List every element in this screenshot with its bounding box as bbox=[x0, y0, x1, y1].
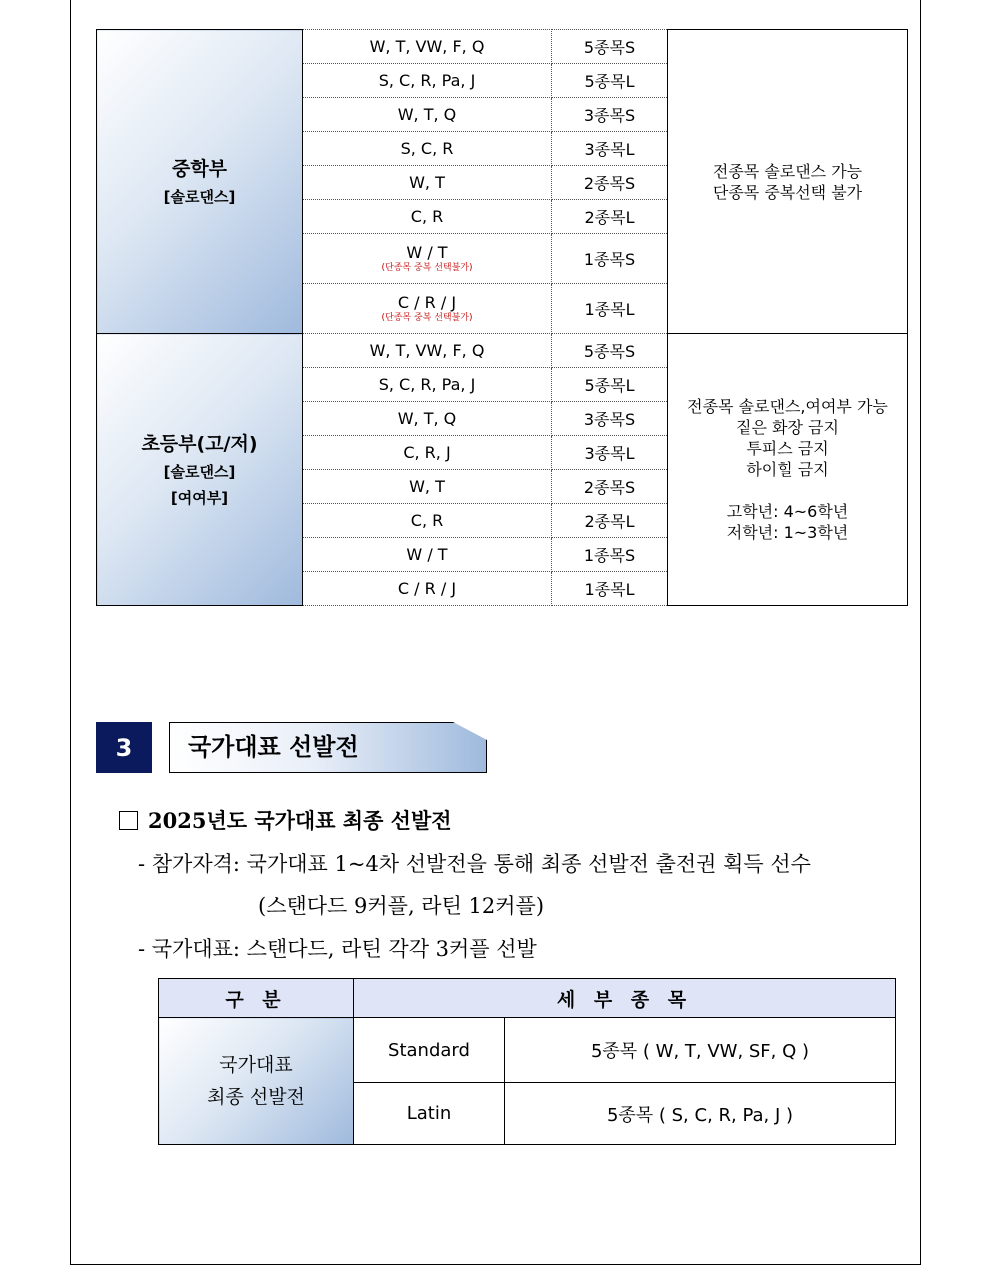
events-cell: W, T, VW, F, Q bbox=[303, 334, 552, 368]
events-cell: W, T bbox=[303, 166, 552, 200]
events-cell: C / R / J bbox=[303, 572, 552, 606]
label-line: 국가대표 bbox=[219, 1054, 293, 1076]
event-count-cell: 3종목L bbox=[552, 132, 668, 166]
events-cell: C, R bbox=[303, 504, 552, 538]
group-title: 중학부 bbox=[171, 157, 228, 180]
event-count-cell: 2종목L bbox=[552, 504, 668, 538]
event-count-cell: 1종목S bbox=[552, 538, 668, 572]
event-count-cell: 5종목S bbox=[552, 334, 668, 368]
table-row bbox=[159, 1018, 896, 1083]
events-cell: C, R, J bbox=[303, 436, 552, 470]
section-title: 국가대표 선발전 bbox=[188, 733, 359, 761]
remark-line: 전종목 솔로댄스,여여부 가능 bbox=[687, 397, 888, 416]
remarks-cell bbox=[668, 334, 908, 606]
events-text: C / R / J bbox=[397, 292, 457, 312]
group-label-middle-school bbox=[97, 30, 303, 334]
events-cell: W, T bbox=[303, 470, 552, 504]
group-subtitle: [여여부] bbox=[170, 488, 229, 507]
remark-line: 단종목 중복선택 불가 bbox=[712, 182, 863, 202]
events-text: W / T bbox=[406, 242, 448, 262]
group-subtitle: [솔로댄스] bbox=[163, 187, 236, 206]
events-cell: W, T, VW, F, Q bbox=[303, 30, 552, 64]
header-events: 세 부 종 목 bbox=[354, 979, 896, 1018]
group-label-elementary bbox=[97, 334, 303, 606]
event-count-cell: 5종목L bbox=[552, 368, 668, 402]
division-table bbox=[96, 29, 908, 606]
content-heading: 2025년도 국가대표 최종 선발전 bbox=[148, 808, 452, 833]
events-cell bbox=[303, 284, 552, 334]
style-cell: Latin bbox=[354, 1083, 505, 1145]
group-title: 초등부(고/저) bbox=[141, 432, 258, 455]
event-count-cell: 2종목L bbox=[552, 200, 668, 234]
remark-line: 고학년: 4~6학년 bbox=[726, 502, 849, 521]
table-row bbox=[97, 30, 908, 64]
style-cell: Standard bbox=[354, 1018, 505, 1083]
event-count-cell: 3종목L bbox=[552, 436, 668, 470]
events-cell: W, T, Q bbox=[303, 402, 552, 436]
header-category: 구 분 bbox=[159, 979, 354, 1018]
selection-text: - 국가대표: 스탠다드, 라틴 각각 3커플 선발 bbox=[138, 937, 537, 961]
events-cell: 5종목 ( W, T, VW, SF, Q ) bbox=[505, 1018, 896, 1083]
remark-line: 하이힐 금지 bbox=[746, 460, 829, 479]
qualification-detail: (스탠다드 9커플, 라틴 12커플) bbox=[258, 894, 545, 918]
remarks-cell bbox=[668, 30, 908, 334]
table-header-row bbox=[159, 979, 896, 1018]
section-title-box bbox=[169, 722, 487, 773]
events-cell bbox=[303, 234, 552, 284]
remark-line: 짙은 화장 금지 bbox=[736, 418, 839, 437]
events-cell: W / T bbox=[303, 538, 552, 572]
event-count-cell: 1종목L bbox=[552, 284, 668, 334]
checkbox-square-icon bbox=[119, 811, 138, 830]
event-count-cell: 3종목S bbox=[552, 402, 668, 436]
section-number-badge: 3 bbox=[96, 722, 152, 773]
qualification-text: - 참가자격: 국가대표 1~4차 선발전을 통해 최종 선발전 출전권 획득 선수 bbox=[138, 852, 811, 876]
event-count-cell: 1종목S bbox=[552, 234, 668, 284]
remark-line: 전종목 솔로댄스 가능 bbox=[712, 161, 863, 181]
event-count-cell: 5종목L bbox=[552, 64, 668, 98]
final-selection-table bbox=[158, 978, 896, 1145]
final-selection-label bbox=[159, 1018, 354, 1145]
event-count-cell: 1종목L bbox=[552, 572, 668, 606]
events-cell: S, C, R, Pa, J bbox=[303, 368, 552, 402]
remark-line: 투피스 금지 bbox=[746, 439, 829, 458]
events-cell: S, C, R, Pa, J bbox=[303, 64, 552, 98]
event-count-cell: 5종목S bbox=[552, 30, 668, 64]
remark-spacer bbox=[668, 480, 907, 501]
event-count-cell: 3종목S bbox=[552, 98, 668, 132]
table-row bbox=[97, 334, 908, 368]
content-heading-line bbox=[119, 805, 452, 835]
events-cell: C, R bbox=[303, 200, 552, 234]
folded-corner-icon bbox=[453, 722, 487, 740]
restriction-note: (단종목 중복 선택불가) bbox=[381, 312, 473, 323]
group-subtitle: [솔로댄스] bbox=[163, 462, 236, 481]
events-cell: W, T, Q bbox=[303, 98, 552, 132]
events-cell: S, C, R bbox=[303, 132, 552, 166]
event-count-cell: 2종목S bbox=[552, 166, 668, 200]
label-line: 최종 선발전 bbox=[207, 1086, 305, 1108]
restriction-note: (단종목 중복 선택불가) bbox=[381, 262, 473, 273]
events-cell: 5종목 ( S, C, R, Pa, J ) bbox=[505, 1083, 896, 1145]
event-count-cell: 2종목S bbox=[552, 470, 668, 504]
remark-line: 저학년: 1~3학년 bbox=[726, 523, 849, 542]
